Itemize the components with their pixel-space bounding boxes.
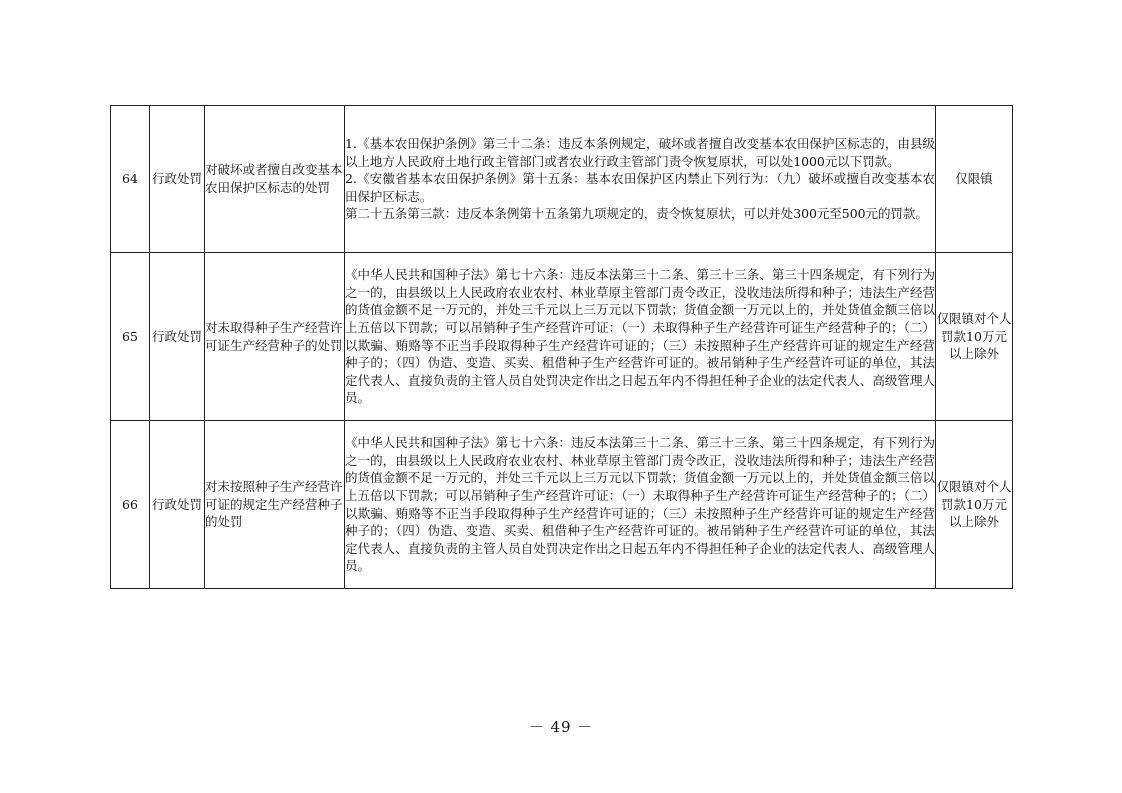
penalty-table [110,105,1013,589]
basis-paragraph: 第二十五条第三款：违反本条例第十五条第九项规定的，责令恢复原状，可以并处300元至500元的罚款。 [345,206,928,222]
row-item-cell: 对未按照种子生产经营许可证的规定生产经营种子的处罚 [205,421,345,589]
row-number-cell: 64 [111,106,150,253]
row-type-cell: 行政处罚 [150,253,205,421]
table-row [111,421,1013,589]
row-note-cell: 仅限镇 [936,106,1013,253]
basis-paragraph: 《中华人民共和国种子法》第七十六条：违反本法第三十二条、第三十三条、第三十四条规定，有下列行为之一的，由县级以上人民政府农业农村、林业草原主管部门责令改正，没收违法所得和种子；违法生产经营的货值金额不足一万元的，并处三千元以上三万元以下罚款；货值金额一万元以上的，并处货值金额三倍以上五倍以下罚款；可以吊销种子生产经营许可证：（一）未取得种子生产经营许可证生产经营种子的；（二）以欺骗、贿赂等不正当手段取得种子生产经营许可证的；（三）未按照种子生产经营许可证的规定生产经营种子的；（四）伪造、变造、买卖、租借种子生产经营许可证的。被吊销种子生产经营许可证的单位，其法定代表人、直接负责的主管人员自处罚决定作出之日起五年内不得担任种子企业的法定代表人、高级管理人员。 [345,435,935,574]
page-number: － 49 － [528,718,594,736]
table-row [111,253,1013,421]
row-note-cell: 仅限镇对个人罚款10万元以上除外 [936,421,1013,589]
basis-paragraph: 1.《基本农田保护条例》第三十二条：违反本条例规定，破坏或者擅自改变基本农田保护区标志的，由县级以上地方人民政府土地行政主管部门或者农业行政主管部门责令恢复原状，可以处1000元以下罚款。 [345,136,935,169]
row-basis-cell [345,253,936,421]
row-type-cell: 行政处罚 [150,421,205,589]
row-note-cell: 仅限镇对个人罚款10万元以上除外 [936,253,1013,421]
row-basis-cell [345,106,936,253]
table-row [111,106,1013,253]
row-number-cell: 65 [111,253,150,421]
row-basis-cell [345,421,936,589]
basis-paragraph: 《中华人民共和国种子法》第七十六条：违反本法第三十二条、第三十三条、第三十四条规定，有下列行为之一的，由县级以上人民政府农业农村、林业草原主管部门责令改正，没收违法所得和种子；违法生产经营的货值金额不足一万元的，并处三千元以上三万元以下罚款；货值金额一万元以上的，并处货值金额三倍以上五倍以下罚款；可以吊销种子生产经营许可证：（一）未取得种子生产经营许可证生产经营种子的；（二）以欺骗、贿赂等不正当手段取得种子生产经营许可证的；（三）未按照种子生产经营许可证的规定生产经营种子的；（四）伪造、变造、买卖、租借种子生产经营许可证的。被吊销种子生产经营许可证的单位，其法定代表人、直接负责的主管人员自处罚决定作出之日起五年内不得担任种子企业的法定代表人、高级管理人员。 [345,267,935,406]
row-number-cell: 66 [111,421,150,589]
row-type-cell: 行政处罚 [150,106,205,253]
basis-paragraph: 2.《安徽省基本农田保护条例》第十五条：基本农田保护区内禁止下列行为：（九）破坏或擅自改变基本农田保护区标志。 [345,171,935,204]
row-item-cell: 对未取得种子生产经营许可证生产经营种子的处罚 [205,253,345,421]
row-item-cell: 对破坏或者擅自改变基本农田保护区标志的处罚 [205,106,345,253]
